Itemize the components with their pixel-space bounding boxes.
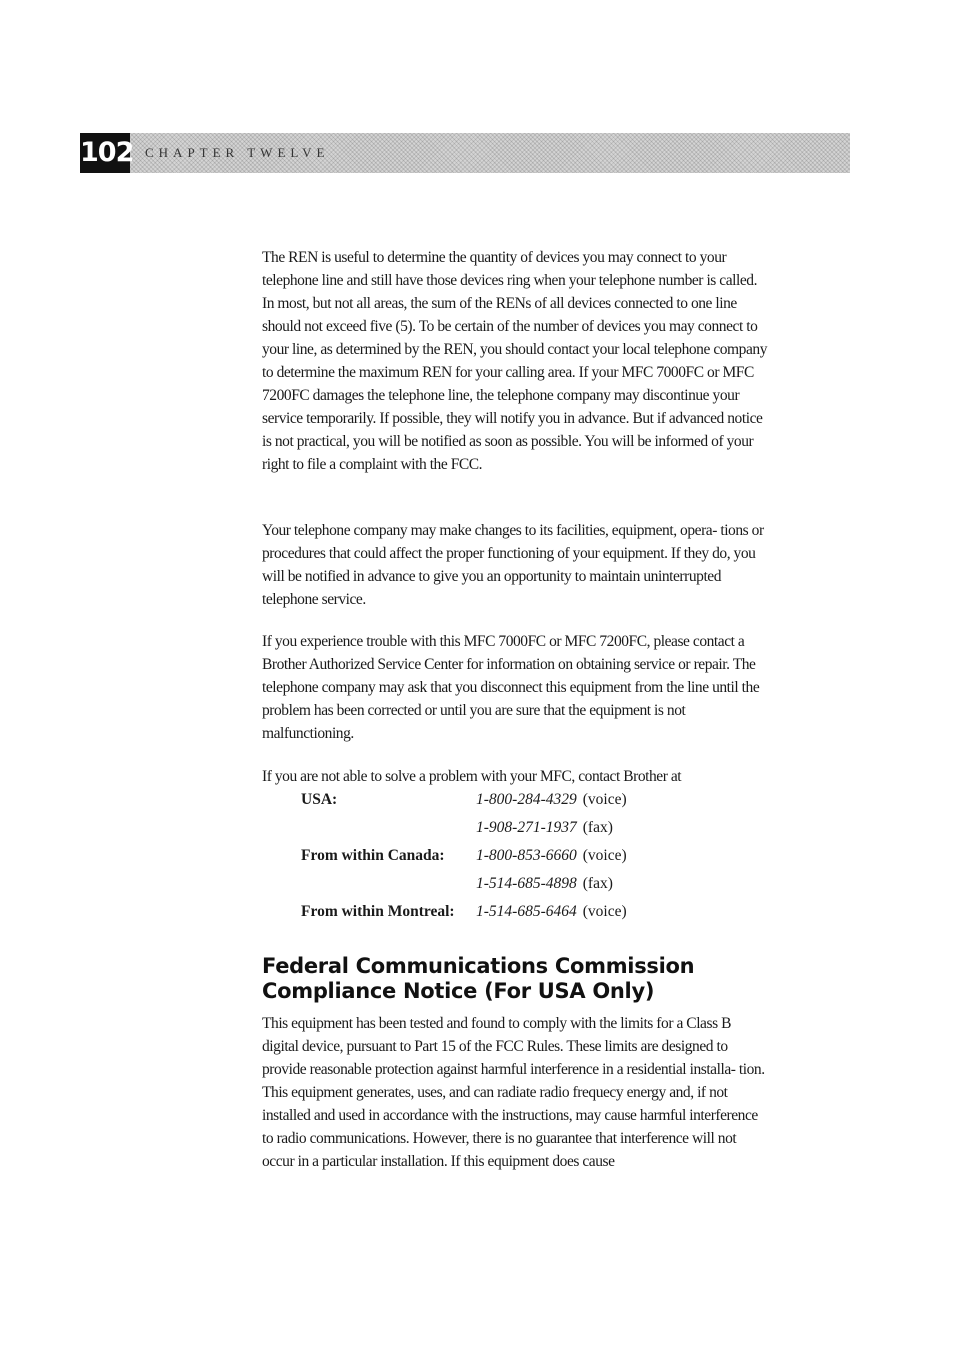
heading-line-1: Federal Communications Commission — [262, 954, 695, 978]
paragraph-fcc-notice: This equipment has been tested and found to comply with the limits for a Class B digital device, pursuant to Part 15 of the FCC Rules. These limits are designed to provide reasonable protection against harmful interference in a residential installa- tion. This equipment generates, uses, and can radiate radio frequecy energy and, if not installed and used in accordance with the instructions, may cause harmful interference to radio communications. However, there is no guarantee that interference will not occur in a particular installation. If this equipment does cause — [262, 1015, 765, 1170]
paragraph-company-changes: Your telephone company may make changes to its facilities, equipment, opera- tions or procedures that could affect the proper functioning of your equipment. If they do, you will be notified in advance to give you an opportunity to maintain uninterrupted telephone service. — [262, 522, 764, 608]
contact-label: USA: — [301, 791, 338, 808]
phone-kind: (fax) — [582, 875, 613, 892]
phone-number: 1-800-284-4329 — [476, 791, 577, 808]
phone-kind: (voice) — [582, 791, 627, 808]
heading-line-2: Compliance Notice (For USA Only) — [262, 979, 655, 1003]
phone-kind: (voice) — [582, 903, 627, 920]
page-number: 102 — [80, 133, 130, 173]
paragraph-trouble: If you experience trouble with this MFC 7000FC or MFC 7200FC, please contact a Brother Authorized Service Center for information on obtaining service or repair. The telephone company may ask that you disconnect this equipment from the line until the problem has been corrected or until you are sure that the equipment is not malfunctioning. — [262, 633, 760, 742]
chapter-title: CHAPTER TWELVE — [145, 145, 330, 160]
phone-kind: (fax) — [582, 819, 613, 836]
contact-label: From within Canada: — [301, 847, 445, 864]
section-heading — [262, 954, 782, 1004]
phone-kind: (voice) — [582, 847, 627, 864]
phone-number: 1-514-685-6464 — [476, 903, 577, 920]
paragraph-ren: The REN is useful to determine the quantity of devices you may connect to your telephone line and still have those devices ring when your telephone number is called. In most, but not all areas, the sum of the RENs of all devices connected to one line should not exceed five (5). To be certain of the number of devices you may connect to your line, as determined by the REN, you should contact your local telephone company to determine the maximum REN for your calling area. If your MFC 7000FC or MFC 7200FC damages the telephone line, the telephone company may discontinue your service temporarily. If possible, they will notify you in advance. But if advanced notice is not practical, you will be notified as soon as possible. You will be informed of your right to file a complaint with the FCC. — [262, 249, 767, 473]
phone-number: 1-800-853-6660 — [476, 847, 577, 864]
phone-number: 1-908-271-1937 — [476, 819, 577, 836]
contact-label: From within Montreal: — [301, 903, 455, 920]
paragraph-contact-intro: If you are not able to solve a problem with your MFC, contact Brother at — [262, 768, 682, 785]
phone-number: 1-514-685-4898 — [476, 875, 577, 892]
